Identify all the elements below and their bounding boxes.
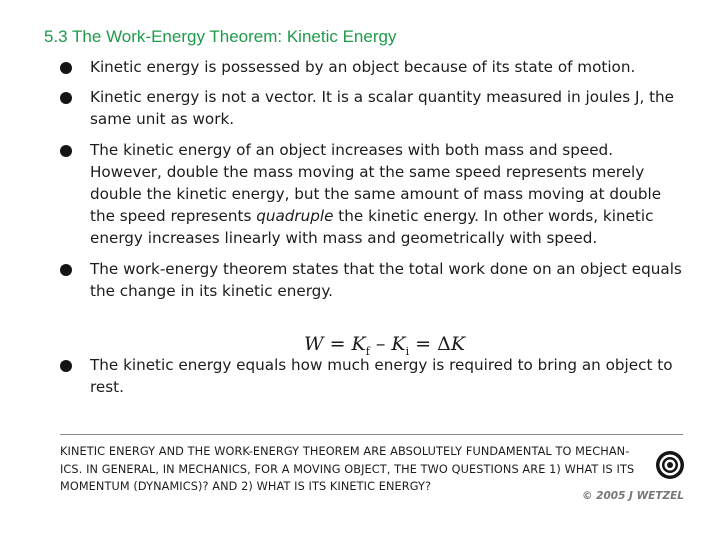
- bullet-item: [58, 258, 688, 302]
- equation-sub-f: f: [365, 345, 370, 358]
- bullet-dot-icon: [60, 145, 72, 157]
- bullet-text-before: The kinetic energy of an object increases with both mass and speed. However, double the mass moving at the same speed represents merely double the kinetic energy, but the same amount of mass moving at double the speed represents: [90, 140, 662, 226]
- equation-delta: Δ: [437, 333, 451, 355]
- work-energy-equation: [304, 333, 465, 358]
- equation-lhs: W: [304, 333, 324, 355]
- copyright-text: © 2005 J WETZEL: [582, 490, 684, 502]
- bullet-text: The work-energy theorem states that the total work done on an object equals the change in its kinetic energy.: [90, 259, 682, 300]
- bullet-text: Kinetic energy is not a vector. It is a scalar quantity measured in joules J, the same unit as work.: [90, 88, 675, 129]
- equation-k-delta: K: [450, 333, 466, 355]
- bullet-item: [58, 56, 688, 78]
- bullet-item: [58, 139, 688, 250]
- bullet-item: [58, 86, 688, 130]
- equation-minus: –: [369, 333, 392, 355]
- bullet-item: [58, 354, 688, 398]
- equation-k-final: K: [351, 333, 366, 355]
- equation-sub-i: i: [405, 345, 410, 358]
- bullet-dot-icon: [60, 62, 72, 74]
- footer-note: KINETIC ENERGY AND THE WORK-ENERGY THEOREM ARE ABSOLUTELY FUNDAMENTAL TO MECHAN-ICS. IN GENERAL, IN MECHANICS, FOR A MOVING OBJECT, THE TWO QUESTIONS ARE 1) WHAT IS ITS MOMENTUM (DYNAMICS)? AND 2) WHAT IS ITS KINETIC ENERGY?: [60, 445, 635, 493]
- equation-equals: =: [409, 333, 438, 355]
- target-icon: [655, 450, 685, 480]
- bullet-text-after: the kinetic energy. In other words, kinetic energy increases linearly with mass and geometrically with speed.: [90, 207, 654, 248]
- equation-k-initial: K: [391, 333, 406, 355]
- bullet-text: Kinetic energy is possessed by an object because of its state of motion.: [90, 58, 636, 76]
- bullet-dot-icon: [60, 264, 72, 276]
- slide-title: 5.3 The Work-Energy Theorem: Kinetic Energy: [44, 27, 397, 46]
- equation-equals: =: [323, 333, 352, 355]
- bullet-text: The kinetic energy equals how much energy is required to bring an object to rest.: [90, 356, 673, 397]
- bullet-emphasis: quadruple: [256, 207, 334, 226]
- footer-divider: [60, 434, 683, 435]
- bullet-dot-icon: [60, 92, 72, 104]
- bullet-dot-icon: [60, 360, 72, 372]
